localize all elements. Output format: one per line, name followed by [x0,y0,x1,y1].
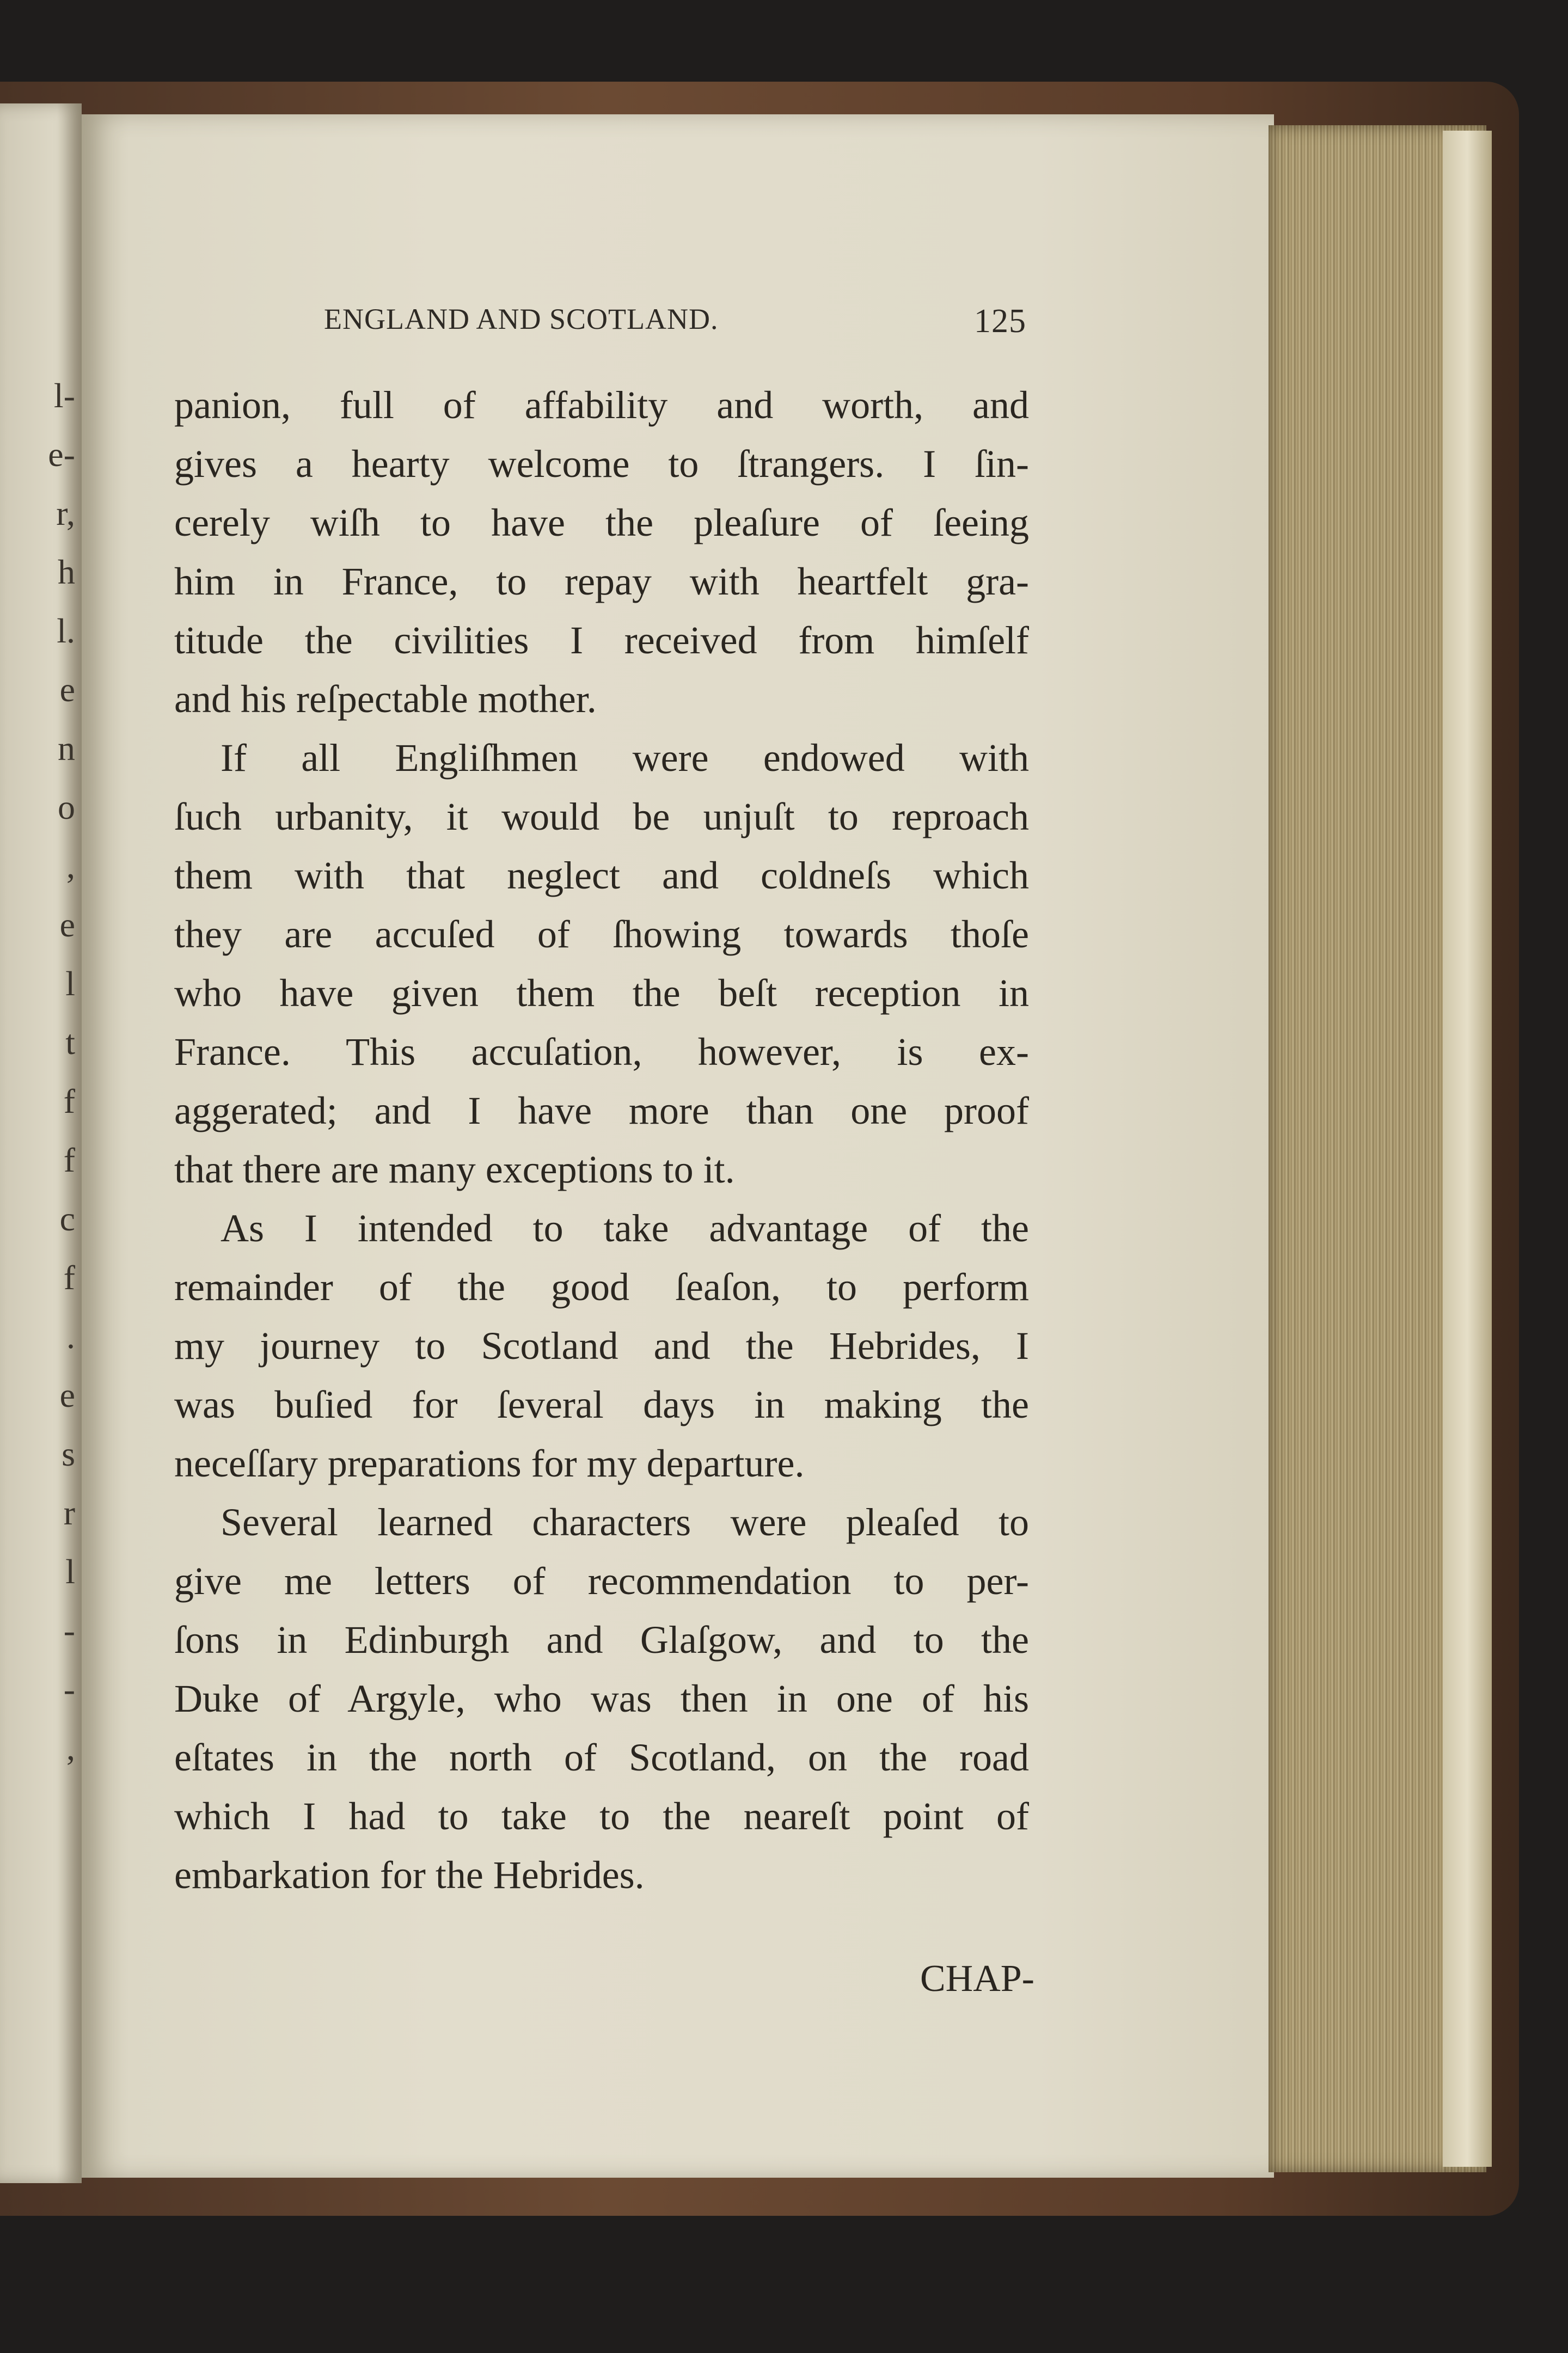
text-line: France. This accuſation, however, is ex- [174,1030,1029,1074]
text-line: ſuch urbanity, it would be unjuſt to reproach [174,795,1029,838]
text-line: As I intended to take advantage of the [220,1206,1029,1250]
left-page-fragment: r [63,1493,75,1532]
body-text [174,376,1029,1904]
text-line: which I had to take to the neareſt point of [174,1794,1029,1838]
left-page-fragment: e [59,905,75,944]
left-page-fragment: f [63,1141,75,1179]
text-line: was buſied for ſeveral days in making the [174,1383,1029,1426]
text-line: Several learned characters were pleaſed to [220,1500,1029,1544]
left-page-fragment: t [65,1023,75,1062]
text-line: neceſſary preparations for my departure. [174,1442,805,1485]
text-line: gives a hearty welcome to ſtrangers. I ſin- [174,442,1029,486]
left-page-fragment: s [62,1435,75,1473]
text-line: aggerated; and I have more than one proof [174,1089,1029,1132]
paragraph [174,376,1029,728]
text-line: them with that neglect and coldneſs which [174,854,1029,897]
text-line: cerely wiſh to have the pleaſure of ſeeing [174,501,1029,544]
page-number: 125 [974,303,1026,340]
left-page-fragment: l [65,1552,75,1591]
previous-page [0,103,82,2183]
left-page-fragment: - [63,1670,75,1708]
left-page-fragment: e [59,1376,75,1414]
text-line: remainder of the good ſeaſon, to perform [174,1265,1029,1309]
left-page-fragment: l [65,964,75,1003]
left-page-fragment: f [63,1258,75,1297]
left-page-fragment: h [58,553,75,591]
text-line: and his reſpectable mother. [174,677,597,721]
left-page-fragment: l- [53,376,75,415]
left-page-fragment: - [63,1611,75,1650]
text-line: embarkation for the Hebrides. [174,1853,645,1897]
text-line: Duke of Argyle, who was then in one of his [174,1677,1029,1720]
text-line: that there are many exceptions to it. [174,1148,735,1191]
paragraph [174,1493,1029,1904]
text-line: they are accuſed of ſhowing towards thoſe [174,912,1029,956]
left-page-fragment: r, [56,494,75,532]
left-page-fragment: e [59,670,75,709]
left-page-fragment: , [66,847,75,885]
left-page-fragment: , [66,1729,75,1767]
text-line: who have given them the beſt reception in [174,971,1029,1015]
left-page-fragment: o [58,788,75,826]
running-head-title: ENGLAND AND SCOTLAND. [324,303,719,335]
text-line: panion, full of affability and worth, and [174,383,1029,427]
text-line: give me letters of recommendation to per- [174,1559,1029,1603]
paragraph [174,728,1029,1199]
text-line: him in France, to repay with heartfelt gra- [174,560,1029,603]
left-page-fragment: n [58,729,75,768]
paragraph [174,1199,1029,1493]
page-edges-highlight [1443,131,1492,2167]
left-page-fragment: e- [48,435,75,474]
left-page-fragment: f [63,1082,75,1120]
left-page-fragment: l. [57,611,75,650]
text-line: eſtates in the north of Scotland, on the road [174,1736,1029,1779]
left-page-fragment: . [66,1317,75,1356]
left-page-fragment: c [59,1199,75,1238]
text-line: titude the civilities I received from himſelf [174,618,1029,662]
text-line: ſons in Edinburgh and Glaſgow, and to the [174,1618,1029,1662]
text-line: my journey to Scotland and the Hebrides, I [174,1324,1029,1368]
text-line: If all Engliſhmen were endowed with [220,736,1029,780]
catchword: CHAP- [920,1958,1034,2000]
